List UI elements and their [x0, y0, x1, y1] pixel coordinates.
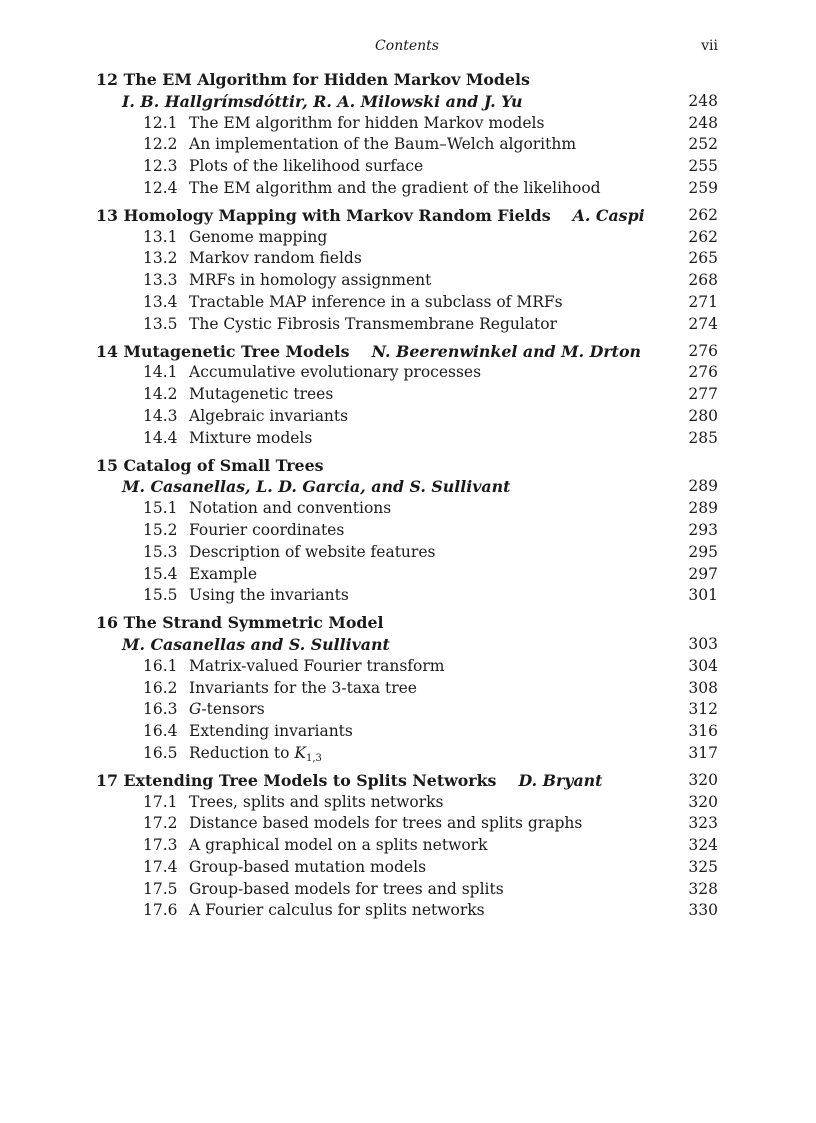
toc-section-17-2[interactable]: 17.2 Distance based models for trees and splits graphs 323	[143, 814, 718, 833]
chapter-author: A. Caspi	[572, 205, 645, 225]
chapter-title[interactable]: 15 Catalog of Small Trees	[96, 455, 324, 475]
chapter-title[interactable]: 17 Extending Tree Models to Splits Networks D. Bryant 320	[96, 770, 718, 790]
chapter-page-number: 289	[688, 477, 718, 496]
toc-section-13-4[interactable]: 13.4 Tractable MAP inference in a subclass of MRFs 271	[143, 292, 718, 311]
toc-section-12-1[interactable]: 12.1 The EM algorithm for hidden Markov models 248	[143, 113, 718, 132]
toc-section-17-1[interactable]: 17.1 Trees, splits and splits networks 320	[143, 792, 718, 811]
chapter-title[interactable]: 16 The Strand Symmetric Model	[96, 613, 384, 633]
toc-section-16-5[interactable]: 16.5 Reduction to $K_{1,3}$ 317	[143, 743, 718, 764]
toc-section-13-3[interactable]: 13.3 MRFs in homology assignment 268	[143, 271, 718, 290]
chapter-page-number: 248	[688, 91, 718, 110]
chapter-author[interactable]: I. B. Hallgrímsdóttir, R. A. Milowski and J. Yu 248	[122, 91, 718, 111]
toc-section-15-5[interactable]: 15.5 Using the invariants 301	[143, 586, 718, 605]
toc-section-14-4[interactable]: 14.4 Mixture models 285	[143, 428, 718, 447]
toc-section-17-6[interactable]: 17.6 A Fourier calculus for splits networks 330	[143, 901, 718, 920]
toc-section-15-3[interactable]: 15.3 Description of website features 295	[143, 542, 718, 561]
toc-chapter-13	[96, 205, 718, 336]
toc-section-17-3[interactable]: 17.3 A graphical model on a splits network 324	[143, 836, 718, 855]
chapter-page-number: 320	[688, 770, 718, 789]
toc-section-14-1[interactable]: 14.1 Accumulative evolutionary processes 276	[143, 363, 718, 382]
running-head	[96, 38, 718, 58]
chapter-title[interactable]: 12 The EM Algorithm for Hidden Markov Models	[96, 70, 530, 89]
toc-chapter-16	[96, 612, 718, 765]
running-head-title: Contents	[375, 38, 439, 54]
chapter-author[interactable]: M. Casanellas and S. Sullivant 303	[122, 634, 718, 654]
chapter-title[interactable]: 14 Mutagenetic Tree Models N. Beerenwinkel and M. Drton 276	[96, 341, 718, 361]
toc-section-16-2[interactable]: 16.2 Invariants for the 3-taxa tree 308	[143, 678, 718, 697]
chapter-page-number: 262	[688, 205, 718, 224]
toc-section-15-1[interactable]: 15.1 Notation and conventions 289	[143, 499, 718, 518]
toc-chapter-17	[96, 770, 718, 923]
toc-section-17-5[interactable]: 17.5 Group-based models for trees and splits 328	[143, 879, 718, 898]
chapter-author[interactable]: M. Casanellas, L. D. Garcia, and S. Sullivant 289	[122, 477, 718, 497]
chapter-author: N. Beerenwinkel and M. Drton	[371, 341, 641, 361]
toc-section-16-4[interactable]: 16.4 Extending invariants 316	[143, 722, 718, 741]
table-of-contents	[96, 69, 718, 922]
toc-section-13-5[interactable]: 13.5 The Cystic Fibrosis Transmembrane Regulator 274	[143, 314, 718, 333]
toc-section-15-2[interactable]: 15.2 Fourier coordinates 293	[143, 520, 718, 539]
chapter-page-number: 303	[688, 634, 718, 653]
toc-section-12-3[interactable]: 12.3 Plots of the likelihood surface 255	[143, 157, 718, 176]
chapter-title[interactable]: 13 Homology Mapping with Markov Random Fields A. Caspi 262	[96, 205, 718, 225]
chapter-author: D. Bryant	[518, 770, 603, 790]
toc-section-14-3[interactable]: 14.3 Algebraic invariants 280	[143, 406, 718, 425]
toc-chapter-12	[96, 69, 718, 200]
toc-section-12-4[interactable]: 12.4 The EM algorithm and the gradient of the likelihood 259	[143, 178, 718, 197]
toc-section-13-2[interactable]: 13.2 Markov random fields 265	[143, 249, 718, 268]
toc-section-14-2[interactable]: 14.2 Mutagenetic trees 277	[143, 385, 718, 404]
toc-chapter-15	[96, 455, 718, 608]
toc-section-16-1[interactable]: 16.1 Matrix-valued Fourier transform 304	[143, 656, 718, 675]
running-head-page-number: vii	[701, 38, 718, 54]
toc-section-17-4[interactable]: 17.4 Group-based mutation models 325	[143, 857, 718, 876]
toc-chapter-14	[96, 341, 718, 450]
toc-section-12-2[interactable]: 12.2 An implementation of the Baum–Welch algorithm 252	[143, 135, 718, 154]
chapter-page-number: 276	[688, 341, 718, 360]
toc-section-13-1[interactable]: 13.1 Genome mapping 262	[143, 227, 718, 246]
toc-section-15-4[interactable]: 15.4 Example 297	[143, 564, 718, 583]
toc-section-16-3[interactable]: 16.3 G-tensors 312	[143, 700, 718, 719]
